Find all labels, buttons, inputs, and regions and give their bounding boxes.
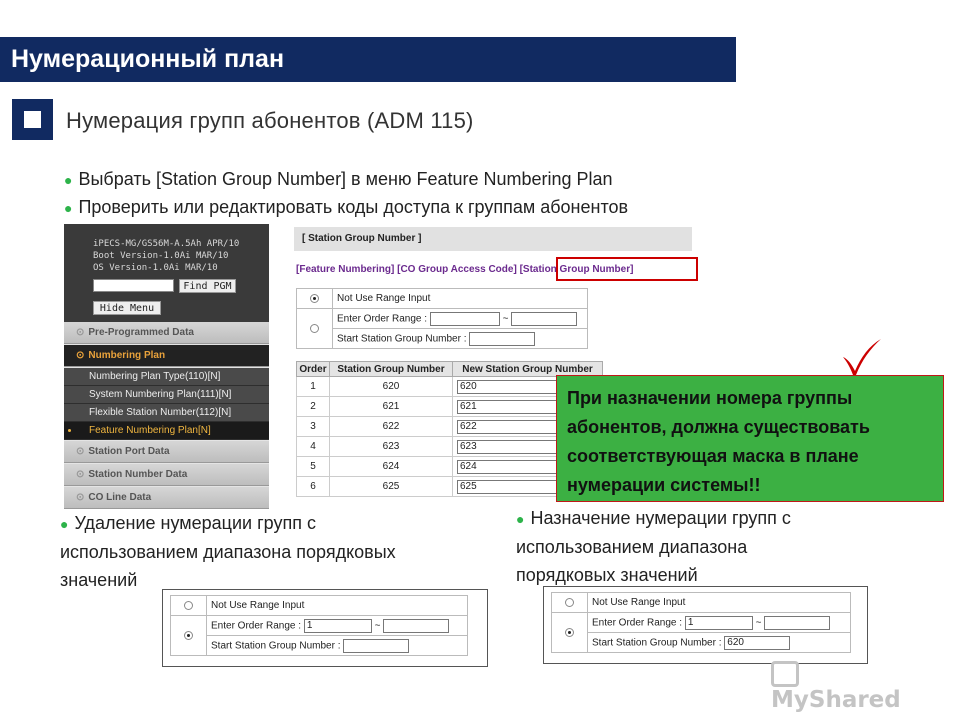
station-group-number-cell: 620 [330,377,453,397]
start-station-row [333,329,588,349]
radio-cell [171,616,207,656]
range-input-table [170,595,468,656]
enter-order-range-label: Enter Order Range : [211,620,302,632]
callout-line: абонентов, должна существовать [567,417,870,437]
bullet-text: использованием диапазона [516,537,748,557]
bullet-delete-line [60,509,500,538]
subtitle: Нумерация групп абонентов (ADM 115) [66,108,474,133]
range-dash: ~ [374,620,381,632]
menu-label: Numbering Plan [88,350,166,361]
highlight-box [556,257,698,281]
radio-cell [297,309,333,349]
order-cell: 6 [297,477,330,497]
bullet-delete [60,509,500,594]
new-station-group-number-input[interactable]: 620 [457,380,557,394]
content-header: [ Station Group Number ] [294,227,692,251]
bullet-check-text: Проверить или редактировать коды доступа к группам абонентов [78,197,629,217]
checkmark-icon [839,337,883,377]
system-info-line: OS Version-1.0Ai MAR/10 [93,263,218,273]
enter-order-range-label: Enter Order Range : [337,313,428,325]
order-range-from-input[interactable] [430,312,500,326]
bullet-check [64,193,628,222]
chevron-right-icon: ⊙ [76,492,85,503]
not-use-range-radio[interactable] [184,601,193,610]
bullet-text: Назначение нумерации групп с [530,508,791,528]
title-bar [0,37,736,82]
new-station-group-number-input[interactable]: 625 [457,480,557,494]
menu-station-port-data[interactable] [64,441,269,463]
new-station-group-number-input[interactable]: 621 [457,400,557,414]
sidebar-item-system-numbering-plan[interactable]: System Numbering Plan(111)[N] [64,386,269,404]
column-header-station-group-number: Station Group Number [330,362,453,377]
chevron-right-icon: ⊙ [76,327,85,338]
sidebar-item-feature-numbering-plan[interactable]: Feature Numbering Plan[N] [64,422,269,440]
callout-line: нумерации системы!! [567,475,761,495]
start-station-row [588,633,851,653]
tab-co-group-access-code[interactable]: [CO Group Access Code] [397,264,517,275]
station-group-number-cell: 625 [330,477,453,497]
bullet-assign-line [516,504,876,533]
station-group-number-cell: 622 [330,417,453,437]
bullet-text: Удаление нумерации групп с [74,513,316,533]
range-input-table [296,288,588,349]
watermark [771,660,931,713]
page-title: Нумерационный план [11,45,285,73]
enter-order-range-row [207,616,468,636]
bullet-select-text: Выбрать [Station Group Number] в меню Feature Numbering Plan [78,169,613,189]
start-station-input[interactable] [343,639,409,653]
range-dash: ~ [502,313,509,325]
range-screenshot-assign [543,586,868,664]
menu-label: CO Line Data [88,492,152,503]
subtitle-marker-icon [12,99,53,140]
menu-station-number-data[interactable] [64,464,269,486]
callout-line: соответствующая маска в плане [567,446,859,466]
radio-cell [552,613,588,653]
order-range-to-input[interactable] [764,616,830,630]
tab-feature-numbering[interactable]: [Feature Numbering] [296,264,395,275]
station-group-number-cell: 623 [330,437,453,457]
order-range-from-input[interactable]: 1 [304,619,372,633]
new-station-group-number-input[interactable]: 622 [457,420,557,434]
admin-sidebar [64,224,269,503]
station-group-number-cell: 624 [330,457,453,477]
order-range-to-input[interactable] [511,312,577,326]
not-use-range-radio[interactable] [310,294,319,303]
callout-line: При назначении номера группы [567,388,853,408]
bullet-icon: ● [64,172,73,188]
range-input-table [551,592,851,653]
bullet-icon: ● [516,511,525,527]
bullet-icon: ● [60,516,69,532]
new-station-group-number-input[interactable]: 624 [457,460,557,474]
system-info-line: Boot Version-1.0Ai MAR/10 [93,251,229,261]
column-header-order: Order [297,362,330,377]
bullet-text: порядковых значений [516,565,698,585]
menu-label: Pre-Programmed Data [88,327,194,338]
chevron-right-icon: ⊙ [76,469,85,480]
start-station-label: Start Station Group Number : [337,333,467,345]
not-use-range-radio[interactable] [565,598,574,607]
order-cell: 1 [297,377,330,397]
find-pgm-row [93,279,269,293]
menu-numbering-plan[interactable] [64,345,269,367]
tab-station-group-number[interactable]: [Station Group Number] [519,264,634,275]
enter-range-radio[interactable] [310,324,319,333]
enter-order-range-label: Enter Order Range : [592,617,683,629]
system-info [64,224,269,322]
column-header-new-station-group-number: New Station Group Number [453,362,603,377]
bullet-icon: ● [64,200,73,216]
warning-callout [556,375,944,502]
station-group-number-cell: 621 [330,397,453,417]
start-station-input[interactable] [469,332,535,346]
order-range-from-input[interactable]: 1 [685,616,753,630]
find-pgm-input[interactable] [93,279,174,292]
watermark-text: MyShared [771,686,901,713]
menu-label: Station Number Data [88,469,188,480]
radio-cell [171,596,207,616]
start-station-input[interactable]: 620 [724,636,790,650]
bullet-assign [516,504,876,589]
hide-menu-button[interactable]: Hide Menu [93,301,161,315]
enter-order-range-row [333,309,588,329]
range-dash: ~ [755,617,762,629]
order-range-to-input[interactable] [383,619,449,633]
system-info-line: iPECS-MG/GS56M-A.5Ah APR/10 [93,239,240,249]
enter-order-range-row [588,613,851,633]
start-station-row [207,636,468,656]
order-cell: 4 [297,437,330,457]
bullet-text: значений [60,570,138,590]
sidebar-item-numbering-plan-type[interactable]: Numbering Plan Type(110)[N] [64,368,269,386]
not-use-range-label: Not Use Range Input [588,593,851,613]
order-cell: 5 [297,457,330,477]
radio-cell [297,289,333,309]
order-cell: 2 [297,397,330,417]
bullet-text: использованием диапазона порядковых [60,542,396,562]
not-use-range-label: Not Use Range Input [333,289,588,309]
bullet-select [64,165,613,194]
start-station-label: Start Station Group Number : [211,640,341,652]
find-pgm-button[interactable]: Find PGM [179,279,236,293]
watermark-logo-icon [771,661,799,687]
enter-range-radio[interactable] [565,628,574,637]
menu-co-line-data[interactable] [64,487,269,509]
enter-range-radio[interactable] [184,631,193,640]
new-station-group-number-input[interactable]: 623 [457,440,557,454]
radio-cell [552,593,588,613]
not-use-range-label: Not Use Range Input [207,596,468,616]
menu-preprogrammed-data[interactable] [64,322,269,344]
order-cell: 3 [297,417,330,437]
chevron-down-icon: ⊙ [76,350,85,361]
range-screenshot-delete [162,589,488,667]
chevron-right-icon: ⊙ [76,446,85,457]
sidebar-item-flexible-station-number[interactable]: Flexible Station Number(112)[N] [64,404,269,422]
menu-label: Station Port Data [88,446,170,457]
start-station-label: Start Station Group Number : [592,637,722,649]
